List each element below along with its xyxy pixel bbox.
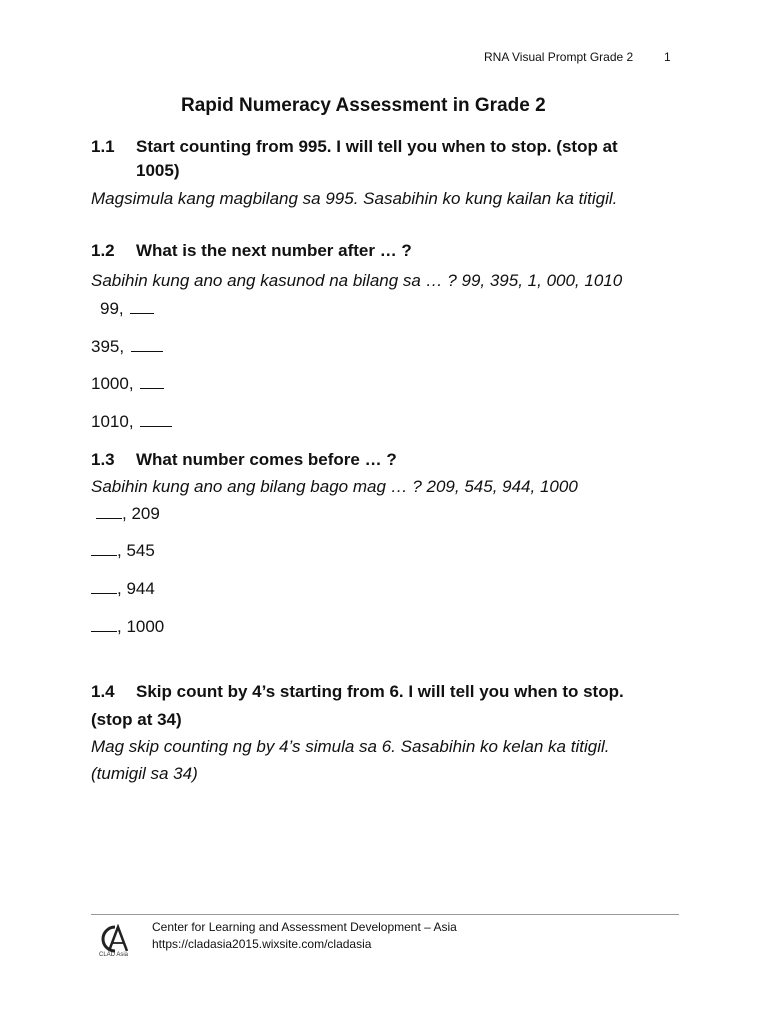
clad-asia-logo-text: CLAD Asia xyxy=(99,952,129,958)
q3-item-1 xyxy=(96,504,160,524)
footer-divider xyxy=(91,914,679,915)
answer-blank[interactable] xyxy=(91,541,117,556)
answer-blank[interactable] xyxy=(91,617,117,632)
answer-blank[interactable] xyxy=(140,374,164,389)
q2-item-2-value: 395, xyxy=(91,337,125,356)
q2-item-3-value: 1000, xyxy=(91,374,134,393)
header-doc-name: RNA Visual Prompt Grade 2 xyxy=(484,50,634,64)
q2-item-1-value: 99, xyxy=(100,299,124,318)
q2-item-2 xyxy=(91,337,163,357)
answer-blank[interactable] xyxy=(131,337,163,352)
q2-translation: Sabihin kung ano ang kasunod na bilang sa … ? 99, 395, 1, 000, 1010 xyxy=(91,271,623,290)
clad-asia-logo-icon xyxy=(98,924,130,960)
header-page-number: 1 xyxy=(664,50,671,64)
answer-blank[interactable] xyxy=(96,504,122,519)
q2-item-4-value: 1010, xyxy=(91,412,134,431)
q3-item-3 xyxy=(91,579,155,599)
q2-item-4 xyxy=(91,412,172,432)
q1-translation: Magsimula kang magbilang sa 995. Sasabihin ko kung kailan ka titigil. xyxy=(91,189,618,208)
q1-number: 1.1 xyxy=(91,137,115,156)
q2-number: 1.2 xyxy=(91,241,115,260)
q4-question-line2: (stop at 34) xyxy=(91,710,182,729)
page-title: Rapid Numeracy Assessment in Grade 2 xyxy=(181,95,546,116)
q1-question-line1: Start counting from 995. I will tell you when to stop. (stop at xyxy=(136,137,618,156)
answer-blank[interactable] xyxy=(130,299,154,314)
q4-translation-line1: Mag skip counting ng by 4’s simula sa 6. Sasabihin ko kelan ka titigil. xyxy=(91,737,610,756)
answer-blank[interactable] xyxy=(91,579,117,594)
q3-item-2 xyxy=(91,541,155,561)
q3-item-3-value: , 944 xyxy=(117,579,155,598)
q3-item-4 xyxy=(91,617,164,637)
q3-question: What number comes before … ? xyxy=(136,450,397,469)
q4-number: 1.4 xyxy=(91,682,115,701)
q3-number: 1.3 xyxy=(91,450,115,469)
answer-blank[interactable] xyxy=(140,412,172,427)
q4-question-line1: Skip count by 4’s starting from 6. I will tell you when to stop. xyxy=(136,682,624,701)
q2-item-1 xyxy=(100,299,154,319)
q3-item-4-value: , 1000 xyxy=(117,617,165,636)
q3-translation: Sabihin kung ano ang bilang bago mag … ? 209, 545, 944, 1000 xyxy=(91,477,578,496)
footer-org: Center for Learning and Assessment Development – Asia xyxy=(152,920,457,934)
footer-url[interactable]: https://cladasia2015.wixsite.com/cladasia xyxy=(152,937,372,951)
q2-question: What is the next number after … ? xyxy=(136,241,412,260)
q3-item-2-value: , 545 xyxy=(117,541,155,560)
q3-item-1-value: , 209 xyxy=(122,504,160,523)
q2-item-3 xyxy=(91,374,164,394)
q1-question-line2: 1005) xyxy=(136,161,180,180)
q4-translation-line2: (tumigil sa 34) xyxy=(91,764,198,783)
